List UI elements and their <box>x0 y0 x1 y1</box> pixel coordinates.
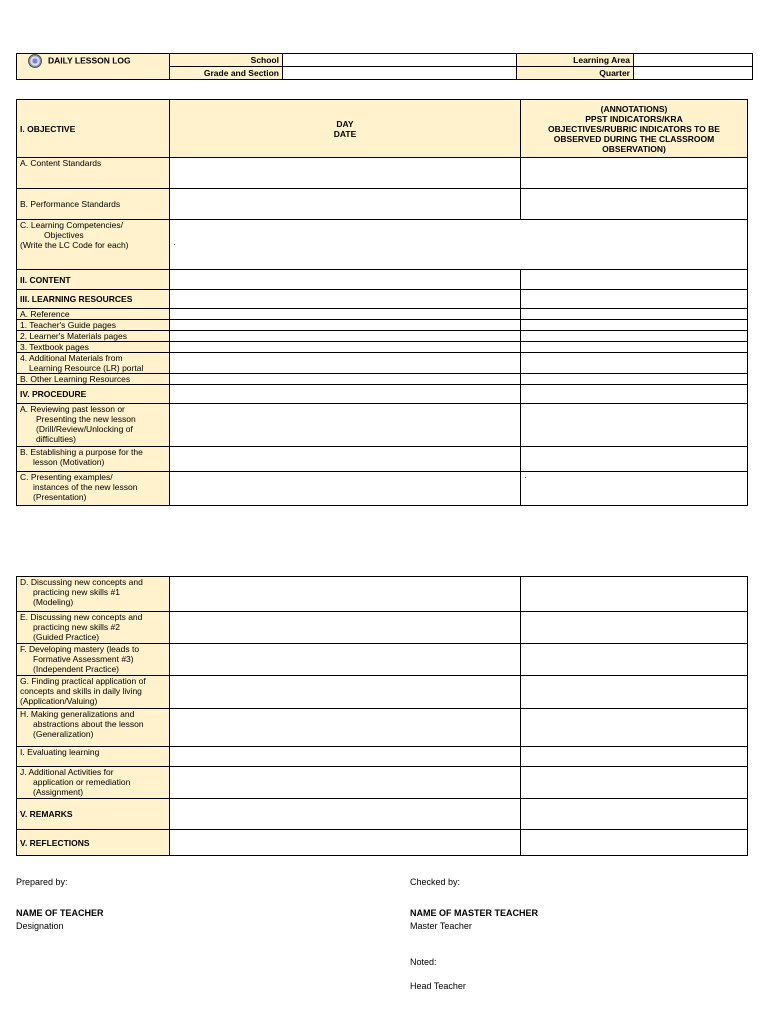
table-row <box>17 385 748 404</box>
step-f-cell[interactable] <box>170 644 521 676</box>
step-g-line: concepts and skills in daily living <box>20 686 142 696</box>
quarter-field[interactable] <box>634 67 753 80</box>
school-field[interactable] <box>283 54 517 67</box>
step-a-line: (Drill/Review/Unlocking of <box>36 424 133 434</box>
step-d-annotation-cell[interactable] <box>521 577 748 612</box>
step-c-label <box>17 472 170 506</box>
master-teacher-name: NAME OF MASTER TEACHER <box>410 908 538 918</box>
table-row <box>17 404 748 447</box>
content-standards-label: A. Content Standards <box>17 158 170 189</box>
textbook-pages-label: 3. Textbook pages <box>17 342 170 353</box>
step-a-label <box>17 404 170 447</box>
step-b-annotation-cell[interactable] <box>521 447 748 472</box>
step-d-line: D. Discussing new concepts and <box>20 577 143 587</box>
deped-seal-icon <box>28 54 42 68</box>
table-row <box>17 158 748 189</box>
step-c-cell[interactable] <box>170 472 521 506</box>
competencies-label <box>17 220 170 270</box>
table-row <box>17 472 748 506</box>
table-row <box>17 709 748 747</box>
checked-by-label: Checked by: <box>410 877 461 887</box>
step-e-line: E. Discussing new concepts and <box>20 612 143 622</box>
reference-cell[interactable] <box>170 309 521 320</box>
step-a-line: Presenting the new lesson <box>36 414 136 424</box>
procedure-cell[interactable] <box>170 385 521 404</box>
content-heading: II. CONTENT <box>17 270 170 290</box>
step-b-label <box>17 447 170 472</box>
header-title-cell <box>17 54 170 80</box>
step-h-label <box>17 709 170 747</box>
table-row <box>17 290 748 309</box>
reference-annotation-cell[interactable] <box>521 309 748 320</box>
step-a-line: A. Reviewing past lesson or <box>20 404 125 414</box>
remarks-annotation-cell[interactable] <box>521 799 748 830</box>
additional-materials-annotation-cell[interactable] <box>521 353 748 374</box>
content-standards-cell[interactable] <box>170 158 521 189</box>
step-g-label <box>17 676 170 709</box>
step-c-line: instances of the new lesson <box>33 482 138 492</box>
step-j-line: (Assignment) <box>33 787 84 797</box>
competencies-line: (Write the LC Code for each) <box>20 240 129 250</box>
noted-label: Noted: <box>410 957 437 967</box>
step-j-cell[interactable] <box>170 767 521 799</box>
annotations-line: OBSERVED DURING THE CLASSROOM <box>553 133 715 144</box>
table-row <box>17 676 748 709</box>
step-b-line: B. Establishing a purpose for the <box>20 447 143 457</box>
table-row <box>17 447 748 472</box>
procedure-annotation-cell[interactable] <box>521 385 748 404</box>
step-e-line: practicing new skills #2 <box>33 622 120 632</box>
step-c-line: (Presentation) <box>33 492 87 502</box>
quarter-label: Quarter <box>517 67 634 80</box>
table-row <box>17 799 748 830</box>
annotations-line: OBJECTIVES/RUBRIC INDICATORS TO BE <box>548 123 720 134</box>
tg-pages-cell[interactable] <box>170 320 521 331</box>
teacher-designation: Designation <box>16 921 64 931</box>
table-row <box>17 767 748 799</box>
lm-pages-annotation-cell[interactable] <box>521 331 748 342</box>
step-e-line: (Guided Practice) <box>33 632 100 642</box>
annotations-line: PPST INDICATORS/KRA <box>585 113 683 124</box>
school-label: School <box>170 54 283 67</box>
table-row <box>17 747 748 767</box>
step-g-line: G. Finding practical application of <box>20 676 146 686</box>
step-h-line: abstractions about the lesson <box>33 719 144 729</box>
step-g-cell[interactable] <box>170 676 521 709</box>
step-d-cell[interactable] <box>170 577 521 612</box>
reflections-heading: V. REFLECTIONS <box>17 830 170 856</box>
date-label: DATE <box>333 128 357 139</box>
step-i-label: I. Evaluating learning <box>17 747 170 767</box>
tg-pages-label: 1. Teacher's Guide pages <box>17 320 170 331</box>
step-g-line: (Application/Valuing) <box>20 696 98 706</box>
step-h-line: H. Making generalizations and <box>20 709 135 719</box>
step-e-label <box>17 612 170 644</box>
other-resources-cell[interactable] <box>170 374 521 385</box>
additional-materials-line: 4. Additional Materials from <box>20 353 123 363</box>
step-a-line: difficulties) <box>36 434 76 444</box>
textbook-pages-annotation-cell[interactable] <box>521 342 748 353</box>
table-row <box>17 320 748 331</box>
master-teacher-title: Master Teacher <box>410 921 472 931</box>
learning-area-field[interactable] <box>634 54 753 67</box>
step-i-cell[interactable] <box>170 747 521 767</box>
resources-cell[interactable] <box>170 290 521 309</box>
header-title: DAILY LESSON LOG <box>48 55 131 66</box>
lm-pages-cell[interactable] <box>170 331 521 342</box>
remarks-heading: V. REMARKS <box>17 799 170 830</box>
annotations-line: (ANNOTATIONS) <box>600 103 668 114</box>
resources-annotation-cell[interactable] <box>521 290 748 309</box>
content-annotation-cell[interactable] <box>521 270 748 290</box>
dot-mark: · <box>173 240 176 249</box>
step-b-cell[interactable] <box>170 447 521 472</box>
annotations-line: OBSERVATION) <box>602 143 666 154</box>
table-row <box>17 612 748 644</box>
table-row <box>17 577 748 612</box>
step-j-label <box>17 767 170 799</box>
day-label: DAY <box>336 118 354 129</box>
table-row <box>17 644 748 676</box>
reference-label: A. Reference <box>17 309 170 320</box>
step-f-line: (Independent Practice) <box>33 664 119 674</box>
resources-heading: III. LEARNING RESOURCES <box>17 290 170 309</box>
competencies-line: Objectives <box>44 230 84 240</box>
prepared-by-label: Prepared by: <box>16 877 68 887</box>
performance-standards-label: B. Performance Standards <box>17 189 170 220</box>
remarks-cell[interactable] <box>170 799 521 830</box>
step-h-cell[interactable] <box>170 709 521 747</box>
performance-standards-cell[interactable] <box>170 189 521 220</box>
step-e-annotation-cell[interactable] <box>521 612 748 644</box>
content-standards-annotation-cell[interactable] <box>521 158 748 189</box>
step-b-line: lesson (Motivation) <box>33 457 105 467</box>
teacher-name: NAME OF TEACHER <box>16 908 104 918</box>
day-date-header <box>170 100 521 158</box>
performance-standards-annotation-cell[interactable] <box>521 189 748 220</box>
dot-mark: · <box>524 473 527 482</box>
step-i-annotation-cell[interactable] <box>521 747 748 767</box>
additional-materials-cell[interactable] <box>170 353 521 374</box>
other-resources-annotation-cell[interactable] <box>521 374 748 385</box>
reflections-annotation-cell[interactable] <box>521 830 748 856</box>
tg-pages-annotation-cell[interactable] <box>521 320 748 331</box>
table-row <box>17 100 748 158</box>
objective-heading: I. OBJECTIVE <box>17 100 170 158</box>
step-a-annotation-cell[interactable] <box>521 404 748 447</box>
additional-materials-label <box>17 353 170 374</box>
step-j-annotation-cell[interactable] <box>521 767 748 799</box>
step-a-cell[interactable] <box>170 404 521 447</box>
step-f-line: Formative Assessment #3) <box>33 654 134 664</box>
other-resources-label: B. Other Learning Resources <box>17 374 170 385</box>
competencies-line: C. Learning Competencies/ <box>20 220 124 230</box>
grade-section-label: Grade and Section <box>170 67 283 80</box>
table-row <box>17 270 748 290</box>
step-c-line: C. Presenting examples/ <box>20 472 113 482</box>
step-f-line: F. Developing mastery (leads to <box>20 644 140 654</box>
annotations-header <box>521 100 748 158</box>
competencies-cell[interactable] <box>170 220 748 270</box>
step-h-annotation-cell[interactable] <box>521 709 748 747</box>
table-row <box>17 374 748 385</box>
lesson-log-header <box>16 53 753 80</box>
textbook-pages-cell[interactable] <box>170 342 521 353</box>
step-g-annotation-cell[interactable] <box>521 676 748 709</box>
additional-materials-line: Learning Resource (LR) portal <box>29 363 144 373</box>
step-h-line: (Generalization) <box>33 729 94 739</box>
table-row <box>17 331 748 342</box>
learning-area-label: Learning Area <box>517 54 634 67</box>
step-d-line: (Modeling) <box>33 597 74 607</box>
lesson-plan-table-part1 <box>16 99 748 506</box>
grade-section-field[interactable] <box>283 67 517 80</box>
table-row <box>17 189 748 220</box>
lm-pages-label: 2. Learner's Materials pages <box>17 331 170 342</box>
step-e-cell[interactable] <box>170 612 521 644</box>
table-row <box>17 353 748 374</box>
table-row <box>17 830 748 856</box>
lesson-plan-table-part2 <box>16 576 748 856</box>
content-cell[interactable] <box>170 270 521 290</box>
reflections-cell[interactable] <box>170 830 521 856</box>
table-row <box>17 309 748 320</box>
table-row <box>17 342 748 353</box>
step-f-annotation-cell[interactable] <box>521 644 748 676</box>
step-j-line: J. Additional Activities for <box>20 767 114 777</box>
head-teacher-title: Head Teacher <box>410 981 466 991</box>
step-d-label <box>17 577 170 612</box>
step-f-label <box>17 644 170 676</box>
table-row <box>17 220 748 270</box>
procedure-heading: IV. PROCEDURE <box>17 385 170 404</box>
step-c-annotation-cell[interactable] <box>521 472 748 506</box>
step-d-line: practicing new skills #1 <box>33 587 120 597</box>
step-j-line: application or remediation <box>33 777 131 787</box>
